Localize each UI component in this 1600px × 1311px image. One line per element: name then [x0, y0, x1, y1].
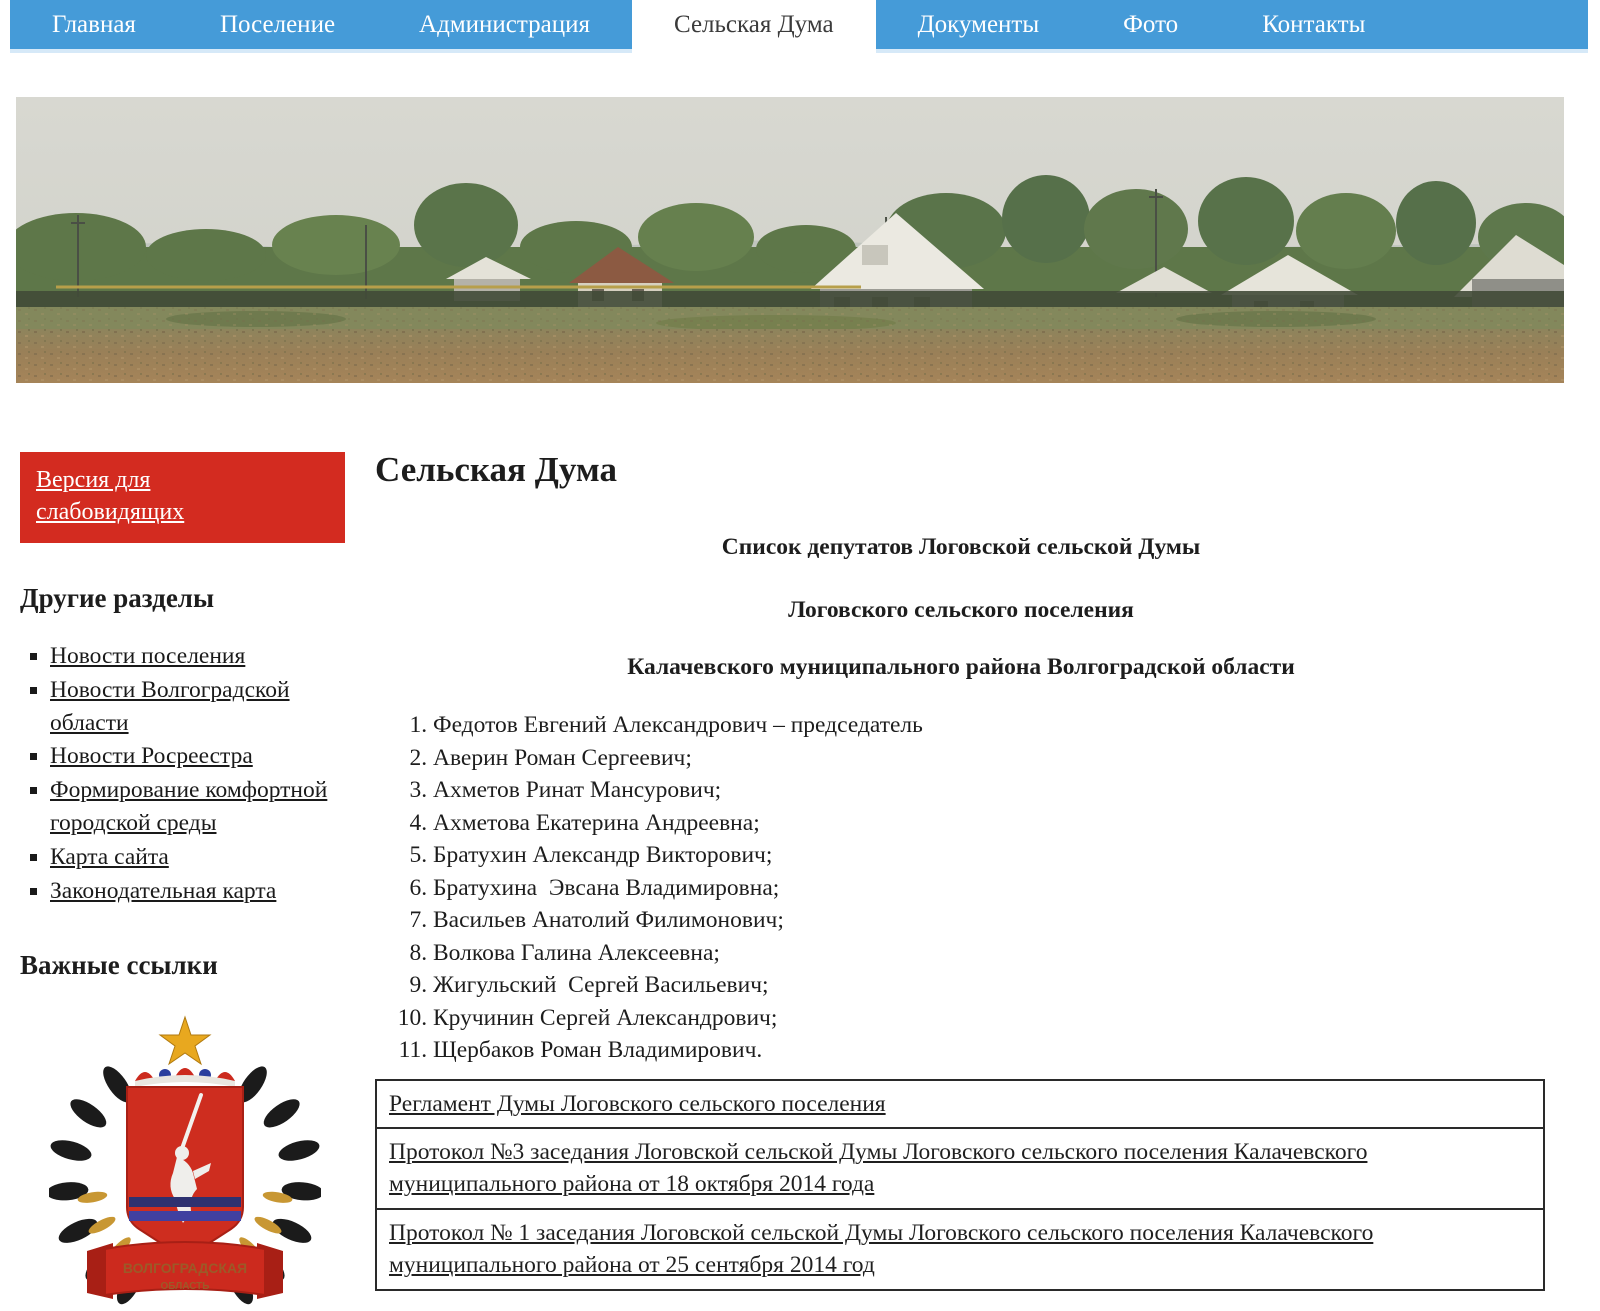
sidebar-link-item	[50, 774, 350, 840]
sidebar-link[interactable]: Формирование комфортной городской среды	[50, 777, 328, 837]
ribbon	[87, 1242, 283, 1299]
sidebar-link[interactable]: Новости поселения	[50, 642, 246, 669]
documents-table	[375, 1079, 1545, 1291]
accessibility-version-box[interactable]	[20, 452, 345, 543]
deputy-list-item: 2. Аверин Роман Сергеевич;	[433, 742, 1547, 775]
other-sections-heading: Другие разделы	[20, 582, 215, 613]
deputy-list-item: 3. Ахметов Ринат Мансурович;	[433, 774, 1547, 807]
sidebar	[20, 452, 350, 1311]
main-navigation	[10, 0, 1588, 53]
nav-tab[interactable]: Поселение	[219, 11, 336, 38]
main-content	[375, 450, 1547, 1291]
deputy-list-item: 10. Кручинин Сергей Александрович;	[433, 1002, 1547, 1035]
important-links-heading: Важные ссылки	[20, 949, 218, 980]
document-row	[376, 1080, 1544, 1128]
subtitle-line-2: Логовского сельского поселения	[788, 597, 1134, 623]
volgograd-region-emblem[interactable]	[20, 1011, 350, 1311]
sidebar-link-item	[50, 640, 350, 673]
sidebar-link[interactable]: Законодательная карта	[50, 878, 277, 905]
sidebar-link[interactable]: Новости Росреестра	[50, 743, 253, 770]
sidebar-link-item	[50, 841, 350, 874]
sidebar-link[interactable]: Карта сайта	[50, 844, 169, 871]
nav-tab[interactable]: Сельская Дума	[632, 0, 876, 63]
sidebar-link-item	[50, 740, 350, 773]
deputy-list-item: 4. Ахметова Екатерина Андреевна;	[433, 807, 1547, 840]
deputy-list-item: 11. Щербаков Роман Владимирович.	[433, 1034, 1547, 1067]
ribbon-region-word: ОБЛАСТЬ	[160, 1280, 210, 1292]
nav-tab[interactable]: Фото	[1123, 11, 1179, 38]
accessibility-version-link[interactable]: Версия для слабовидящих	[36, 467, 185, 526]
deputy-list-item: 6. Братухина Эвсана Владимировна;	[433, 872, 1547, 905]
nav-tab[interactable]: Администрация	[419, 11, 590, 38]
stripe-bottom	[129, 1211, 241, 1221]
page-title: Сельская Дума	[375, 450, 617, 489]
subtitle-line-1: Список депутатов Логовской сельской Думы	[721, 534, 1201, 560]
deputy-list-item: 8. Волкова Галина Алексеевна;	[433, 937, 1547, 970]
coat-of-arms-icon	[49, 1011, 321, 1311]
sidebar-links-list	[20, 640, 350, 908]
deputy-list-item: 7. Васильев Анатолий Филимонович;	[433, 904, 1547, 937]
document-link[interactable]: Протокол №3 заседания Логовской сельской Думы Логовского сельского поселения Калачевского муниципального района от 18 октября 2014 года	[389, 1138, 1368, 1198]
deputy-list-item: 9. Жигульский Сергей Васильевич;	[433, 969, 1547, 1002]
document-row	[376, 1209, 1544, 1290]
nav-tab[interactable]: Документы	[917, 11, 1040, 38]
ribbon-region-name: ВОЛГОГРАДСКАЯ	[122, 1259, 248, 1276]
sidebar-link-item	[50, 674, 350, 740]
document-link[interactable]: Протокол № 1 заседания Логовской сельской Думы Логовского сельского поселения Калачевского муниципального района от 25 сентября 2014 год	[389, 1219, 1374, 1279]
deputy-list-item: 5. Братухин Александр Викторович;	[433, 839, 1547, 872]
document-link[interactable]: Регламент Думы Логовского сельского поселения	[389, 1090, 886, 1117]
sidebar-link-item	[50, 875, 350, 908]
document-row	[376, 1128, 1544, 1209]
subtitle-line-3: Калачевского муниципального района Волгоградской области	[627, 654, 1295, 680]
deputy-list-item: 1. Федотов Евгений Александрович – председатель	[433, 709, 1547, 742]
landscape-photo	[16, 97, 1564, 383]
deputies-list	[375, 709, 1547, 1067]
village-landscape-banner	[16, 97, 1564, 383]
gold-star	[160, 1017, 210, 1064]
sidebar-link[interactable]: Новости Волгоградской области	[50, 676, 290, 736]
crown	[135, 1068, 235, 1087]
nav-tab[interactable]: Контакты	[1262, 11, 1366, 38]
stripe-top	[129, 1197, 241, 1207]
nav-tab[interactable]: Главная	[52, 11, 136, 38]
